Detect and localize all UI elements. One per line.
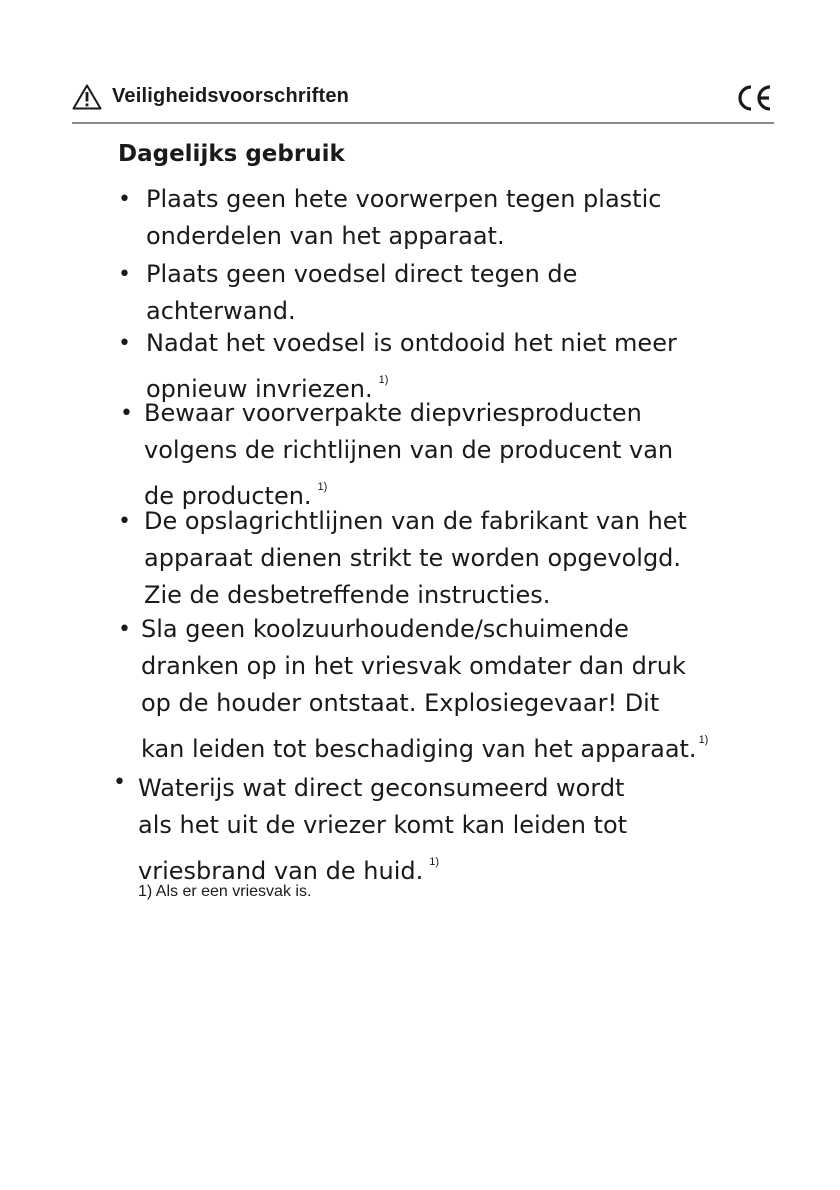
bullet-item-7 <box>113 770 628 890</box>
bullet-item-1 <box>118 181 662 255</box>
bullet-line-text: kan leiden tot beschadiging van het apparaat. <box>141 735 697 763</box>
ce-mark-icon <box>734 82 774 114</box>
footnote-ref: 1) <box>429 856 440 868</box>
bullet-line: apparaat dienen strikt te worden opgevolgd. <box>144 544 682 572</box>
footnote-ref: 1) <box>698 734 709 746</box>
header-divider <box>72 122 774 124</box>
bullet-item-6 <box>118 611 709 768</box>
bullet-line: Sla geen koolzuurhoudende/schuimende <box>141 615 629 643</box>
footnote-text: 1) Als er een vriesvak is. <box>138 883 312 900</box>
bullet-marker: • <box>118 509 131 534</box>
bullet-line-text: de producten. <box>144 482 312 510</box>
page-header <box>72 82 774 122</box>
bullet-marker: • <box>118 262 131 287</box>
bullet-line: als het uit de vriezer komt kan leiden tot <box>138 811 628 839</box>
bullet-line: onderdelen van het apparaat. <box>146 222 505 250</box>
bullet-line: Zie de desbetreffende instructies. <box>144 581 551 609</box>
bullet-marker: • <box>118 187 131 212</box>
bullet-line: achterwand. <box>146 297 296 325</box>
bullet-line: Bewaar voorverpakte diepvriesproducten <box>144 399 642 427</box>
bullet-line-text: vriesbrand van de huid. <box>138 857 424 885</box>
bullet-line-text: opnieuw invriezen. <box>146 375 373 403</box>
bullet-item-2 <box>118 256 578 330</box>
bullet-line: Plaats geen hete voorwerpen tegen plastic <box>146 185 662 213</box>
bullet-item-4 <box>120 395 674 515</box>
footnote-ref: 1) <box>317 481 328 493</box>
bullet-marker: • <box>113 770 126 795</box>
bullet-marker: • <box>118 331 131 356</box>
footnote-ref: 1) <box>378 374 389 386</box>
bullet-line: Nadat het voedsel is ontdooid het niet meer <box>146 329 677 357</box>
bullet-marker: • <box>118 617 131 642</box>
bullet-line: volgens de richtlijnen van de producent van <box>144 436 674 464</box>
bullet-line: dranken op in het vriesvak omdater dan druk <box>141 652 686 680</box>
warning-triangle-icon <box>72 84 102 110</box>
bullet-line: Plaats geen voedsel direct tegen de <box>146 260 578 288</box>
bullet-line: op de houder ontstaat. Explosiegevaar! Dit <box>141 689 660 717</box>
bullet-item-5 <box>118 503 687 614</box>
header-title: Veiligheidsvoorschriften <box>112 85 350 107</box>
section-title: Dagelijks gebruik <box>118 141 345 167</box>
bullet-line <box>141 722 708 768</box>
bullet-marker: • <box>120 401 133 426</box>
bullet-line: Waterijs wat direct geconsumeerd wordt <box>138 774 625 802</box>
bullet-line: De opslagrichtlijnen van de fabrikant van het <box>144 507 687 535</box>
